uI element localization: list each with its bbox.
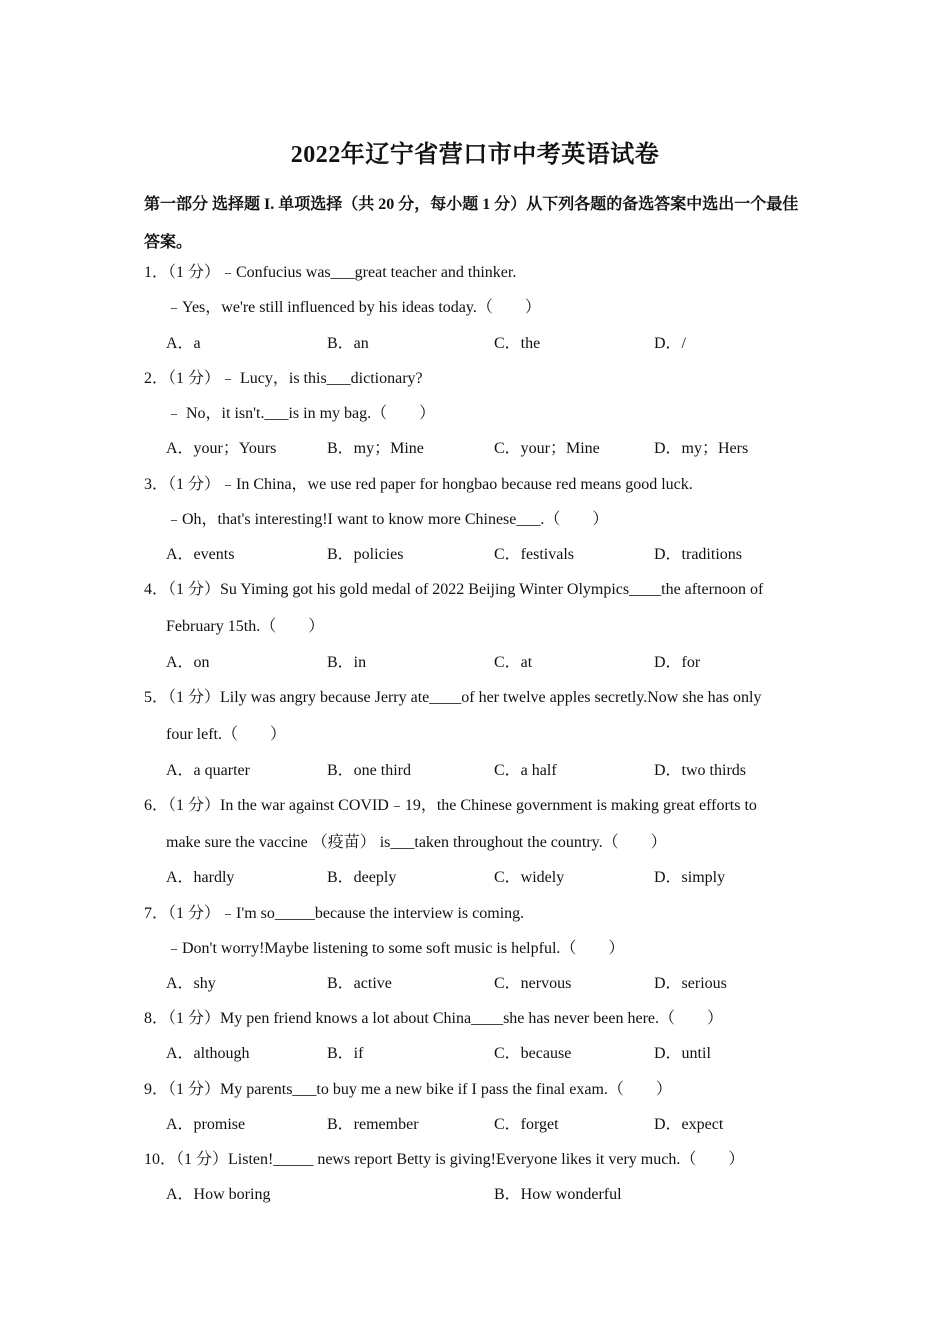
q2-option-d[interactable]: D．my；Hers — [654, 440, 749, 457]
question-8-stem: 8．（1 分）My pen friend knows a lot about China____she has never been here.（ ） — [144, 1010, 723, 1027]
question-7-stem: 7．（1 分）﹣I'm so_____because the interview is coming. — [144, 905, 525, 922]
q7-option-c[interactable]: C．nervous — [494, 975, 572, 992]
q5-option-d[interactable]: D．two thirds — [654, 762, 747, 779]
q8-option-d[interactable]: D．until — [654, 1045, 711, 1062]
q8-option-a[interactable]: A．although — [166, 1045, 250, 1062]
question-1-dialogue: ﹣Yes，we're still influenced by his ideas today.（ ） — [166, 299, 541, 316]
question-3-dialogue: ﹣Oh，that's interesting!I want to know more Chinese___.（ ） — [166, 511, 609, 528]
question-5-stem: 5．（1 分）Lily was angry because Jerry ate____of her twelve apples secretly.Now she has only — [144, 689, 762, 706]
q9-option-c[interactable]: C．forget — [494, 1116, 559, 1133]
question-4-stem-cont: February 15th.（ ） — [166, 618, 325, 635]
q5-option-a[interactable]: A．a quarter — [166, 762, 250, 779]
page-title: 2022年辽宁省营口市中考英语试卷 — [290, 142, 660, 168]
q2-option-a[interactable]: A．your；Yours — [166, 440, 277, 457]
q1-option-d[interactable]: D．/ — [654, 335, 687, 352]
q3-option-c[interactable]: C．festivals — [494, 546, 574, 563]
question-1-stem: 1．（1 分）﹣Confucius was___great teacher and thinker. — [144, 264, 517, 281]
q10-option-a[interactable]: A．How boring — [166, 1186, 271, 1203]
q9-option-a[interactable]: A．promise — [166, 1116, 246, 1133]
q8-option-c[interactable]: C．because — [494, 1045, 572, 1062]
q7-option-d[interactable]: D．serious — [654, 975, 727, 992]
question-4-stem: 4．（1 分）Su Yiming got his gold medal of 2022 Beijing Winter Olympics____the afternoon of — [144, 581, 764, 598]
question-7-dialogue: ﹣Don't worry!Maybe listening to some soft music is helpful.（ ） — [166, 940, 625, 957]
question-3-stem: 3．（1 分）﹣In China，we use red paper for hongbao because red means good luck. — [144, 476, 693, 493]
q6-option-a[interactable]: A．hardly — [166, 869, 235, 886]
q4-option-d[interactable]: D．for — [654, 654, 701, 671]
q2-option-b[interactable]: B．my；Mine — [327, 440, 424, 457]
q5-option-c[interactable]: C．a half — [494, 762, 557, 779]
question-10-stem: 10．（1 分）Listen!_____ news report Betty is giving!Everyone likes it very much.（ ） — [144, 1151, 745, 1168]
question-6-stem-cont: make sure the vaccine （疫苗） is___taken throughout the country.（ ） — [166, 834, 667, 851]
question-2-stem: 2．（1 分）﹣ Lucy，is this___dictionary? — [144, 370, 423, 387]
question-9-stem: 9．（1 分）My parents___to buy me a new bike if I pass the final exam.（ ） — [144, 1081, 672, 1098]
q1-option-c[interactable]: C．the — [494, 335, 541, 352]
q10-option-b[interactable]: B．How wonderful — [494, 1186, 622, 1203]
q5-option-b[interactable]: B．one third — [327, 762, 411, 779]
q1-option-b[interactable]: B．an — [327, 335, 369, 352]
q6-option-c[interactable]: C．widely — [494, 869, 565, 886]
q4-option-a[interactable]: A．on — [166, 654, 210, 671]
question-2-dialogue: ﹣ No，it isn't.___is in my bag.（ ） — [166, 405, 436, 422]
q2-option-c[interactable]: C．your；Mine — [494, 440, 600, 457]
q1-option-a[interactable]: A．a — [166, 335, 201, 352]
q4-option-c[interactable]: C．at — [494, 654, 533, 671]
q3-option-b[interactable]: B．policies — [327, 546, 404, 563]
q4-option-b[interactable]: B．in — [327, 654, 367, 671]
q7-option-a[interactable]: A．shy — [166, 975, 216, 992]
q6-option-b[interactable]: B．deeply — [327, 869, 397, 886]
q6-option-d[interactable]: D．simply — [654, 869, 726, 886]
q3-option-a[interactable]: A．events — [166, 546, 235, 563]
q3-option-d[interactable]: D．traditions — [654, 546, 742, 563]
q9-option-b[interactable]: B．remember — [327, 1116, 419, 1133]
q9-option-d[interactable]: D．expect — [654, 1116, 724, 1133]
question-6-stem: 6．（1 分）In the war against COVID﹣19，the Chinese government is making great efforts to — [144, 797, 757, 814]
q7-option-b[interactable]: B．active — [327, 975, 392, 992]
q8-option-b[interactable]: B．if — [327, 1045, 364, 1062]
section-instructions: 第一部分 选择题 I. 单项选择（共 20 分，每小题 1 分）从下列各题的备选答案中选出一个最佳答案。 — [144, 196, 799, 251]
question-5-stem-cont: four left.（ ） — [166, 726, 286, 743]
